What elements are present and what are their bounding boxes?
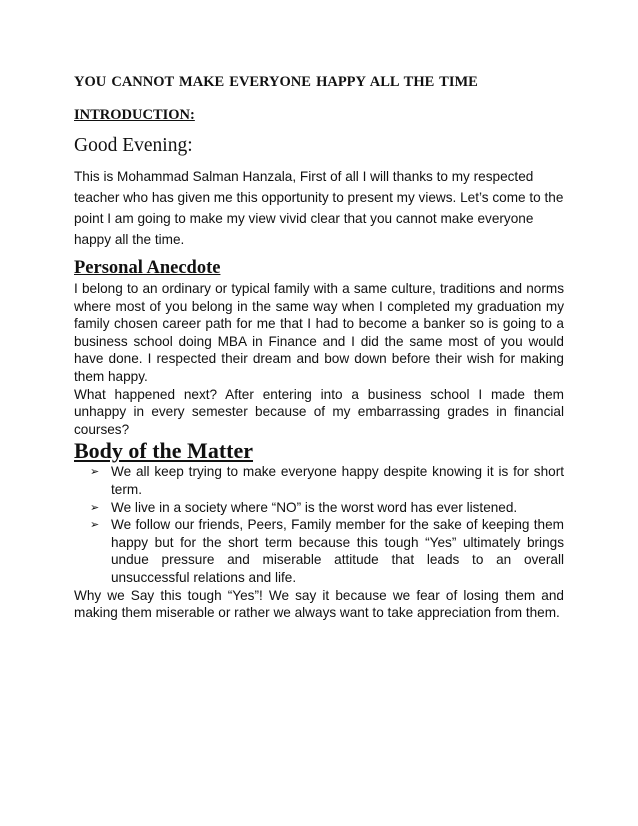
bullet-item (74, 516, 564, 586)
introduction-paragraph: This is Mohammad Salman Hanzala, First of all I will thanks to my respected teacher who has given me this opportunity to present my views. Let’s come to the point I am going to make my view vivid clear that you cannot make everyone happy all the time. (74, 169, 564, 247)
arrow-bullet-icon: ➢ (90, 500, 100, 514)
bullet-text: We live in a society where “NO” is the worst word has ever listened. (111, 499, 518, 515)
personal-anecdote-heading: Personal Anecdote (74, 258, 221, 278)
body-bullet-list (74, 463, 564, 586)
document-page (74, 72, 564, 622)
bullet-text: We all keep trying to make everyone happy despite knowing it is for short term. (111, 464, 564, 497)
arrow-bullet-icon: ➢ (90, 518, 100, 532)
document-title: YOU CANNOT MAKE EVERYONE HAPPY ALL THE TIME (74, 74, 478, 90)
greeting-text: Good Evening: (74, 135, 193, 156)
bullet-item (74, 463, 564, 498)
arrow-bullet-icon: ➢ (90, 465, 100, 479)
anecdote-paragraph-2: What happened next? After entering into a business school I made them unhappy in every semester because of my embarrassing grades in financial courses? (74, 386, 564, 437)
introduction-heading: INTRODUCTION: (74, 107, 195, 123)
closing-paragraph: Why we Say this tough “Yes”! We say it because we fear of losing them and making them miserable or rather we always want to take appreciation from them. (74, 587, 564, 621)
anecdote-paragraph-1: I belong to an ordinary or typical family with a same culture, traditions and norms where most of you belong in the same way when I completed my graduation my family chosen career path for me that I had to become a banker so is going to a business school doing MBA in Finance and I did the same most of you would have done. I respected their dream and bow down before their wish for making them happy. (74, 281, 564, 384)
bullet-text: We follow our friends, Peers, Family member for the sake of keeping them happy but for the short term because this tough “Yes” ultimately brings undue pressure and miserable attitude that leads to an overall unsuccessful relations and life. (111, 517, 564, 585)
bullet-item (74, 499, 564, 517)
body-of-matter-heading: Body of the Matter (74, 438, 254, 464)
